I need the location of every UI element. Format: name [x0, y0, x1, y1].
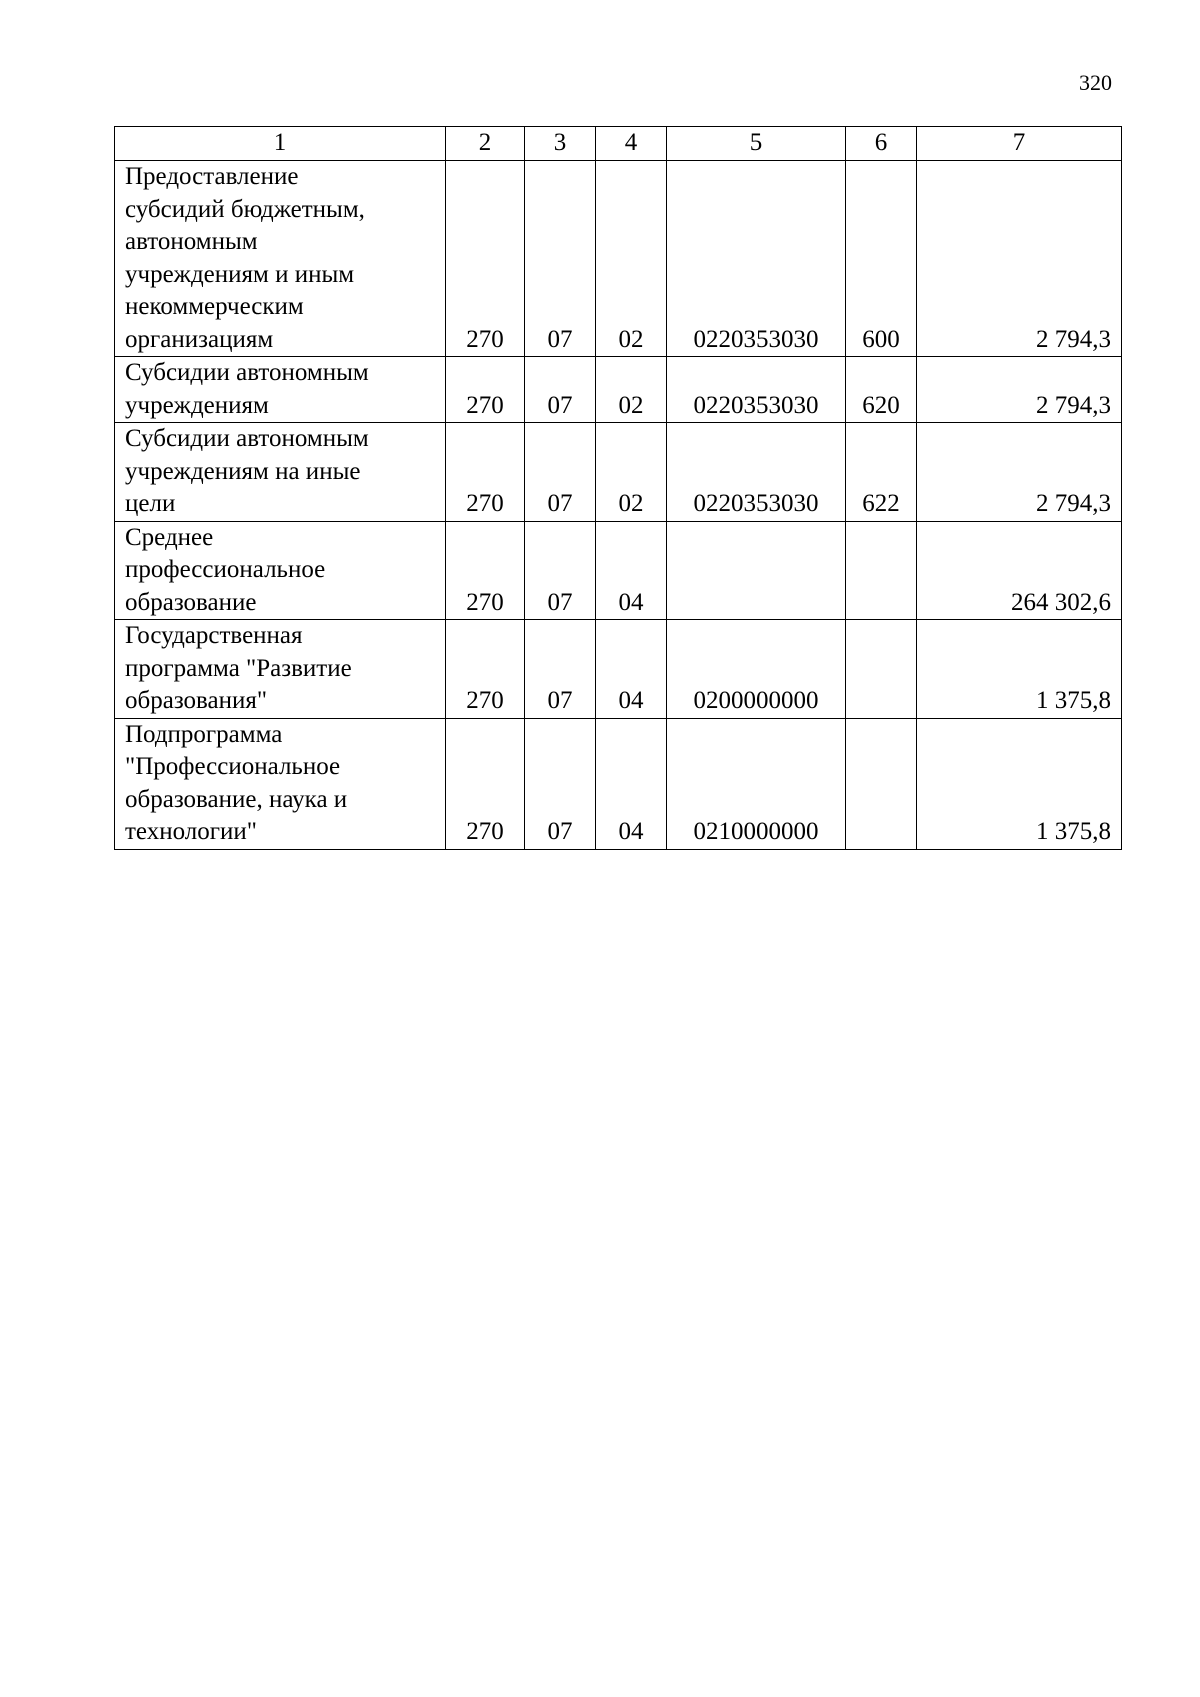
row-name: Государственная программа "Развитие образования"	[115, 620, 446, 719]
cell-amount: 264 302,6	[917, 521, 1122, 620]
column-header: 3	[525, 127, 596, 161]
cell-subsection: 02	[596, 357, 667, 423]
row-name: Субсидии автономным учреждениям	[115, 357, 446, 423]
cell-admin-code: 270	[446, 161, 525, 357]
cell-section: 07	[525, 521, 596, 620]
column-header: 6	[846, 127, 917, 161]
cell-admin-code: 270	[446, 718, 525, 849]
cell-section: 07	[525, 423, 596, 522]
page-number: 320	[1079, 70, 1112, 95]
row-name: Предоставление субсидий бюджетным, автономным учреждениям и иным некоммерческим организациям	[115, 161, 446, 357]
row-name: Среднее профессиональное образование	[115, 521, 446, 620]
cell-section: 07	[525, 718, 596, 849]
cell-amount: 2 794,3	[917, 161, 1122, 357]
cell-expense-type	[846, 521, 917, 620]
table-row	[115, 521, 1122, 620]
cell-amount: 2 794,3	[917, 357, 1122, 423]
cell-target-article: 0220353030	[667, 161, 846, 357]
table-row	[115, 357, 1122, 423]
cell-section: 07	[525, 357, 596, 423]
cell-subsection: 02	[596, 423, 667, 522]
cell-expense-type: 622	[846, 423, 917, 522]
cell-subsection: 04	[596, 521, 667, 620]
cell-target-article: 0220353030	[667, 423, 846, 522]
table-header-row	[115, 127, 1122, 161]
table-row	[115, 718, 1122, 849]
cell-subsection: 04	[596, 718, 667, 849]
cell-subsection: 04	[596, 620, 667, 719]
row-name: Субсидии автономным учреждениям на иные цели	[115, 423, 446, 522]
column-header: 5	[667, 127, 846, 161]
cell-amount: 2 794,3	[917, 423, 1122, 522]
row-name: Подпрограмма "Профессиональное образование, наука и технологии"	[115, 718, 446, 849]
cell-expense-type	[846, 718, 917, 849]
cell-section: 07	[525, 161, 596, 357]
cell-amount: 1 375,8	[917, 718, 1122, 849]
cell-section: 07	[525, 620, 596, 719]
cell-admin-code: 270	[446, 521, 525, 620]
column-header: 1	[115, 127, 446, 161]
cell-expense-type	[846, 620, 917, 719]
cell-target-article: 0200000000	[667, 620, 846, 719]
column-header: 2	[446, 127, 525, 161]
cell-admin-code: 270	[446, 423, 525, 522]
cell-admin-code: 270	[446, 620, 525, 719]
cell-target-article	[667, 521, 846, 620]
table-row	[115, 161, 1122, 357]
budget-table	[114, 126, 1122, 850]
table-row	[115, 423, 1122, 522]
cell-target-article: 0220353030	[667, 357, 846, 423]
cell-amount: 1 375,8	[917, 620, 1122, 719]
cell-target-article: 0210000000	[667, 718, 846, 849]
cell-admin-code: 270	[446, 357, 525, 423]
cell-expense-type: 600	[846, 161, 917, 357]
cell-subsection: 02	[596, 161, 667, 357]
column-header: 7	[917, 127, 1122, 161]
table-row	[115, 620, 1122, 719]
cell-expense-type: 620	[846, 357, 917, 423]
column-header: 4	[596, 127, 667, 161]
